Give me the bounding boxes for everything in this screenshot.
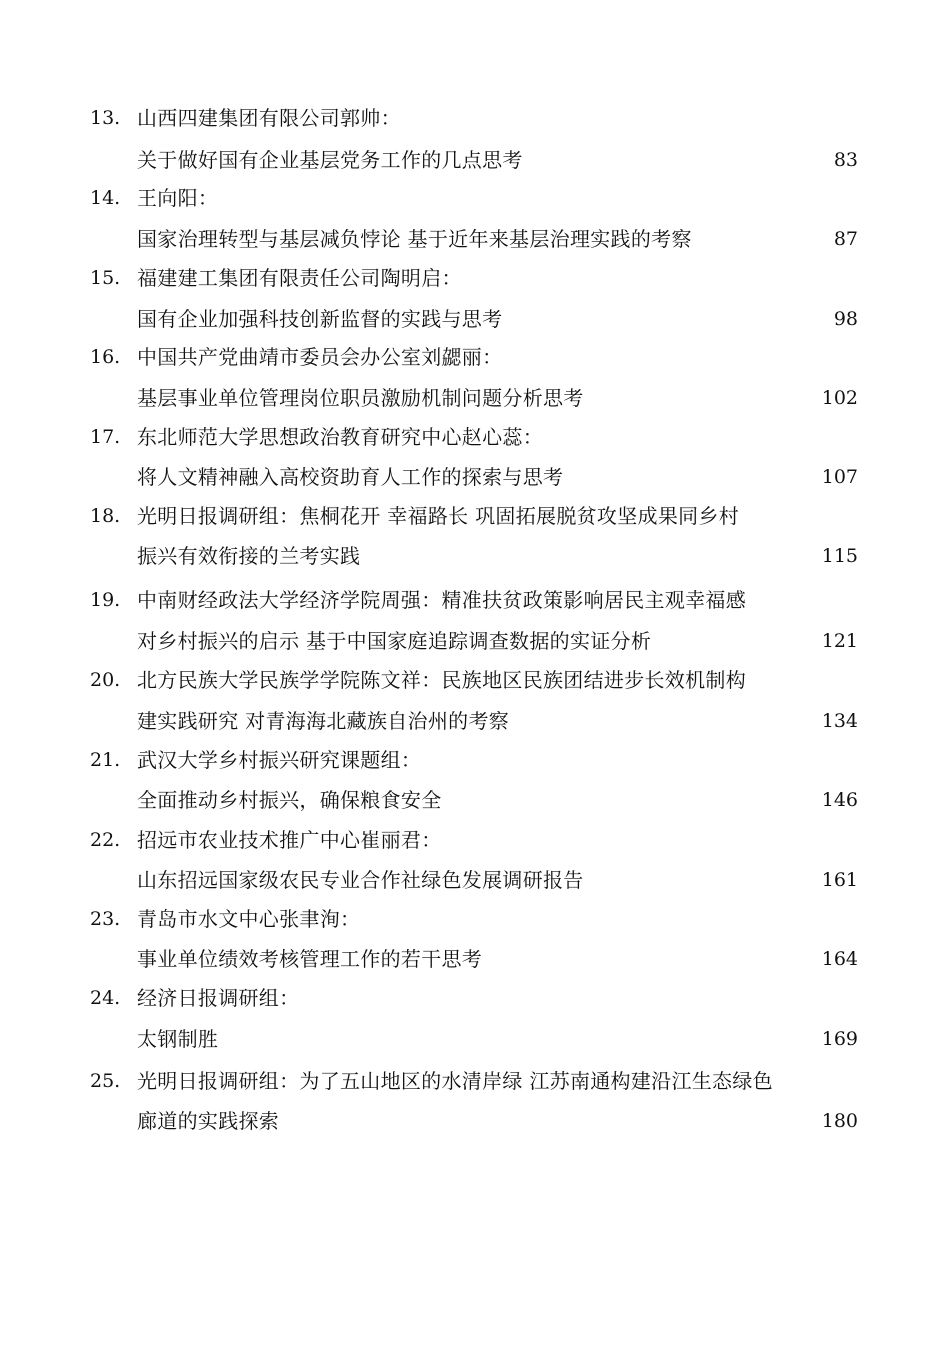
entry-title-line: 事业单位绩效考核管理工作的若干思考 xyxy=(137,947,483,971)
entry-title-line: 将人文精神融入高校资助育人工作的探索与思考 xyxy=(137,465,564,489)
entry-number: 18. xyxy=(90,505,121,527)
entry-author-line: 东北师范大学思想政治教育研究中心赵心蕊： xyxy=(137,425,543,449)
entry-number: 17. xyxy=(90,426,121,448)
entry-author-line: 光明日报调研组：为了五山地区的水清岸绿 江苏南通构建沿江生态绿色 xyxy=(137,1069,773,1093)
entry-number: 19. xyxy=(90,589,121,611)
entry-page-number: 164 xyxy=(821,948,858,970)
entry-number: 21. xyxy=(90,749,121,771)
entry-author-line: 北方民族大学民族学学院陈文祥：民族地区民族团结进步长效机制构 xyxy=(137,668,746,692)
entry-author-line: 武汉大学乡村振兴研究课题组： xyxy=(137,748,422,772)
entry-title-line: 国有企业加强科技创新监督的实践与思考 xyxy=(137,307,503,331)
entry-title-line: 关于做好国有企业基层党务工作的几点思考 xyxy=(137,148,523,172)
entry-number: 25. xyxy=(90,1070,121,1092)
entry-number: 24. xyxy=(90,987,121,1009)
entry-number: 20. xyxy=(90,669,121,691)
entry-page-number: 121 xyxy=(821,630,858,652)
entry-page-number: 102 xyxy=(821,387,858,409)
entry-author-line: 王向阳： xyxy=(137,186,219,210)
entry-number: 16. xyxy=(90,346,121,368)
entry-page-number: 98 xyxy=(833,308,858,330)
entry-page-number: 115 xyxy=(821,545,858,567)
entry-title-line: 对乡村振兴的启示 基于中国家庭追踪调查数据的实证分析 xyxy=(137,629,652,653)
entry-page-number: 161 xyxy=(821,869,858,891)
entry-title-line: 振兴有效衔接的兰考实践 xyxy=(137,544,361,568)
entry-page-number: 107 xyxy=(821,466,858,488)
entry-author-line: 福建建工集团有限责任公司陶明启： xyxy=(137,266,462,290)
entry-page-number: 87 xyxy=(833,228,858,250)
entry-number: 23. xyxy=(90,908,121,930)
entry-author-line: 光明日报调研组：焦桐花开 幸福路长 巩固拓展脱贫攻坚成果同乡村 xyxy=(137,504,740,528)
entry-number: 13. xyxy=(90,107,121,129)
entry-number: 14. xyxy=(90,187,121,209)
entry-title-line: 国家治理转型与基层减负悖论 基于近年来基层治理实践的考察 xyxy=(137,227,692,251)
entry-number: 15. xyxy=(90,267,121,289)
entry-title-line: 基层事业单位管理岗位职员激励机制问题分析思考 xyxy=(137,386,584,410)
entry-title-line: 廊道的实践探索 xyxy=(137,1109,280,1133)
entry-author-line: 招远市农业技术推广中心崔丽君： xyxy=(137,828,442,852)
entry-title-line: 建实践研究 对青海海北藏族自治州的考察 xyxy=(137,709,510,733)
entry-page-number: 146 xyxy=(821,789,858,811)
entry-page-number: 83 xyxy=(833,149,858,171)
entry-author-line: 经济日报调研组： xyxy=(137,986,300,1010)
entry-author-line: 中南财经政法大学经济学院周强：精准扶贫政策影响居民主观幸福感 xyxy=(137,588,746,612)
entry-title-line: 太钢制胜 xyxy=(137,1027,219,1051)
entry-page-number: 134 xyxy=(821,710,858,732)
entry-title-line: 山东招远国家级农民专业合作社绿色发展调研报告 xyxy=(137,868,584,892)
entry-title-line: 全面推动乡村振兴，确保粮食安全 xyxy=(137,788,442,812)
entry-page-number: 180 xyxy=(821,1110,858,1132)
entry-page-number: 169 xyxy=(821,1028,858,1050)
entry-number: 22. xyxy=(90,829,121,851)
entry-author-line: 中国共产党曲靖市委员会办公室刘勰丽： xyxy=(137,345,503,369)
entry-author-line: 山西四建集团有限公司郭帅： xyxy=(137,106,401,130)
entry-author-line: 青岛市水文中心张聿洵： xyxy=(137,907,361,931)
